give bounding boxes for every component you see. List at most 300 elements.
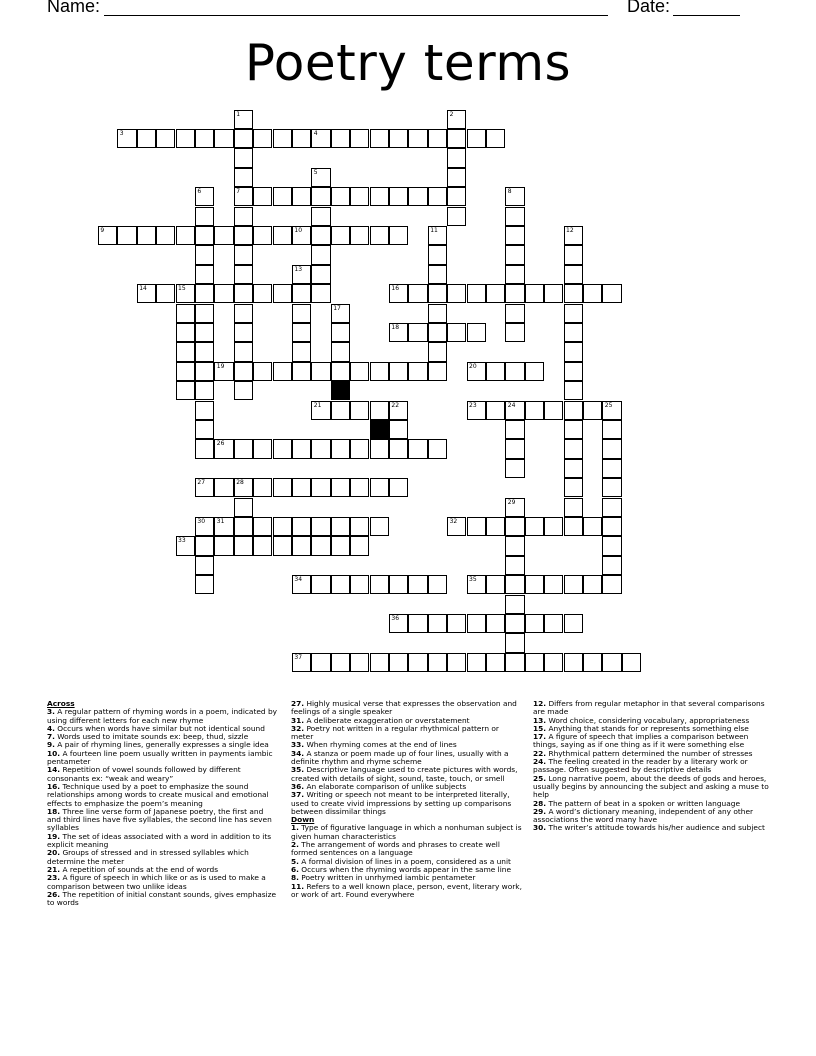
grid-cell[interactable]	[525, 575, 544, 594]
grid-cell[interactable]	[564, 653, 583, 672]
grid-cell[interactable]	[505, 323, 524, 342]
grid-cell[interactable]	[408, 284, 427, 303]
grid-cell[interactable]	[564, 284, 583, 303]
grid-cell[interactable]	[505, 653, 524, 672]
grid-cell[interactable]	[428, 187, 447, 206]
grid-cell[interactable]	[486, 284, 505, 303]
grid-cell[interactable]	[331, 517, 350, 536]
grid-cell[interactable]	[564, 342, 583, 361]
grid-cell[interactable]	[214, 362, 233, 381]
grid-cell[interactable]	[331, 536, 350, 555]
grid-cell[interactable]	[467, 323, 486, 342]
grid-cell[interactable]	[428, 575, 447, 594]
grid-cell[interactable]	[602, 401, 621, 420]
grid-cell[interactable]	[447, 168, 466, 187]
grid-cell[interactable]	[292, 575, 311, 594]
grid-cell[interactable]	[311, 478, 330, 497]
grid-cell[interactable]	[292, 323, 311, 342]
grid-cell[interactable]	[176, 536, 195, 555]
grid-cell[interactable]	[331, 226, 350, 245]
grid-cell[interactable]	[447, 207, 466, 226]
grid-cell[interactable]	[602, 536, 621, 555]
grid-cell[interactable]	[505, 401, 524, 420]
grid-cell[interactable]	[234, 245, 253, 264]
grid-cell[interactable]	[583, 284, 602, 303]
grid-cell[interactable]	[505, 595, 524, 614]
grid-cell[interactable]	[350, 129, 369, 148]
grid-cell[interactable]	[156, 129, 175, 148]
grid-cell[interactable]	[273, 362, 292, 381]
grid-cell[interactable]	[311, 653, 330, 672]
grid-cell[interactable]	[273, 536, 292, 555]
grid-cell[interactable]	[564, 226, 583, 245]
grid-cell[interactable]	[234, 110, 253, 129]
grid-cell[interactable]	[467, 362, 486, 381]
grid-cell[interactable]	[602, 653, 621, 672]
grid-cell[interactable]	[370, 653, 389, 672]
grid-cell[interactable]	[505, 459, 524, 478]
clue-text: Type of figurative language in which a nonhuman subject is given human characteristics	[291, 823, 522, 841]
grid-cell[interactable]	[350, 536, 369, 555]
grid-cell[interactable]	[234, 517, 253, 536]
grid-cell[interactable]	[389, 323, 408, 342]
grid-cell[interactable]	[583, 653, 602, 672]
grid-cell[interactable]	[564, 265, 583, 284]
grid-cell[interactable]	[234, 362, 253, 381]
grid-cell[interactable]	[253, 517, 272, 536]
grid-cell[interactable]	[331, 401, 350, 420]
grid-cell[interactable]	[467, 284, 486, 303]
grid-cell[interactable]	[370, 362, 389, 381]
grid-cell[interactable]	[176, 226, 195, 245]
grid-cell[interactable]	[602, 478, 621, 497]
grid-cell[interactable]	[234, 265, 253, 284]
grid-cell[interactable]	[505, 614, 524, 633]
grid-cell[interactable]	[564, 614, 583, 633]
grid-cell[interactable]	[273, 187, 292, 206]
grid-cell[interactable]	[195, 323, 214, 342]
clue-number: 18	[391, 324, 400, 332]
grid-cell[interactable]	[350, 478, 369, 497]
grid-cell[interactable]	[311, 168, 330, 187]
grid-cell[interactable]	[176, 381, 195, 400]
grid-cell[interactable]	[428, 362, 447, 381]
grid-cell[interactable]	[117, 129, 136, 148]
grid-cell[interactable]	[428, 129, 447, 148]
grid-cell[interactable]	[505, 362, 524, 381]
grid-cell[interactable]	[602, 556, 621, 575]
grid-cell[interactable]	[214, 226, 233, 245]
grid-cell[interactable]	[447, 653, 466, 672]
grid-cell[interactable]	[195, 342, 214, 361]
grid-cell[interactable]	[467, 401, 486, 420]
grid-cell[interactable]	[467, 129, 486, 148]
grid-cell[interactable]	[234, 187, 253, 206]
grid-cell[interactable]	[292, 284, 311, 303]
grid-cell[interactable]	[195, 284, 214, 303]
grid-cell[interactable]	[505, 498, 524, 517]
grid-cell[interactable]	[195, 381, 214, 400]
grid-cell[interactable]	[447, 187, 466, 206]
grid-cell[interactable]	[195, 362, 214, 381]
grid-cell[interactable]	[486, 362, 505, 381]
grid-cell[interactable]	[544, 401, 563, 420]
grid-cell[interactable]	[544, 614, 563, 633]
grid-cell[interactable]	[350, 226, 369, 245]
grid-cell[interactable]	[370, 129, 389, 148]
grid-cell[interactable]	[234, 439, 253, 458]
grid-cell[interactable]	[389, 439, 408, 458]
grid-cell[interactable]	[195, 478, 214, 497]
grid-cell[interactable]	[428, 265, 447, 284]
grid-cell[interactable]	[447, 323, 466, 342]
grid-cell[interactable]	[350, 187, 369, 206]
grid-cell[interactable]	[176, 284, 195, 303]
clue-text: Rhythmical pattern determined the number of stresses	[546, 748, 753, 758]
grid-cell[interactable]	[564, 478, 583, 497]
clue-item	[291, 750, 523, 767]
grid-cell[interactable]	[389, 226, 408, 245]
grid-cell[interactable]	[311, 439, 330, 458]
grid-cell[interactable]	[408, 323, 427, 342]
grid-cell[interactable]	[350, 517, 369, 536]
grid-cell[interactable]	[195, 575, 214, 594]
grid-cell[interactable]	[292, 653, 311, 672]
grid-cell[interactable]	[505, 226, 524, 245]
grid-cell[interactable]	[234, 304, 253, 323]
grid-cell[interactable]	[234, 498, 253, 517]
grid-cell[interactable]	[331, 323, 350, 342]
grid-cell[interactable]	[370, 187, 389, 206]
grid-cell[interactable]	[214, 129, 233, 148]
clue-number-label: 24.	[533, 757, 547, 767]
grid-cell[interactable]	[195, 517, 214, 536]
grid-cell[interactable]	[525, 653, 544, 672]
grid-cell[interactable]	[544, 284, 563, 303]
clue-number-label: 16.	[47, 781, 61, 791]
grid-cell[interactable]	[350, 575, 369, 594]
grid-cell[interactable]	[564, 304, 583, 323]
grid-cell[interactable]	[408, 575, 427, 594]
grid-cell[interactable]	[505, 245, 524, 264]
grid-cell[interactable]	[350, 653, 369, 672]
grid-cell[interactable]	[467, 653, 486, 672]
grid-cell[interactable]	[234, 168, 253, 187]
grid-cell[interactable]	[602, 517, 621, 536]
grid-cell[interactable]	[214, 536, 233, 555]
grid-cell[interactable]	[331, 342, 350, 361]
grid-cell[interactable]	[408, 439, 427, 458]
grid-cell[interactable]	[467, 575, 486, 594]
grid-cell[interactable]	[292, 362, 311, 381]
clue-number-label: 26.	[47, 889, 61, 899]
grid-cell[interactable]	[564, 245, 583, 264]
grid-cell[interactable]	[428, 653, 447, 672]
grid-cell[interactable]	[311, 187, 330, 206]
grid-cell[interactable]	[117, 226, 136, 245]
grid-cell[interactable]	[195, 226, 214, 245]
clue-text: The writer’s attitude towards his/her audience and subject	[546, 823, 765, 833]
grid-cell[interactable]	[389, 614, 408, 633]
grid-cell[interactable]	[583, 401, 602, 420]
clue-number-label: 7.	[47, 732, 55, 742]
clue-number: 20	[469, 362, 477, 370]
grid-cell[interactable]	[331, 575, 350, 594]
grid-cell[interactable]	[486, 575, 505, 594]
grid-cell[interactable]	[564, 517, 583, 536]
grid-cell[interactable]	[602, 575, 621, 594]
grid-cell[interactable]	[253, 362, 272, 381]
grid-cell[interactable]	[583, 517, 602, 536]
grid-cell[interactable]	[428, 304, 447, 323]
grid-cell[interactable]	[505, 187, 524, 206]
grid-cell[interactable]	[176, 362, 195, 381]
grid-cell[interactable]	[486, 517, 505, 536]
grid-cell[interactable]	[292, 517, 311, 536]
grid-cell[interactable]	[564, 459, 583, 478]
grid-cell[interactable]	[505, 284, 524, 303]
grid-cell[interactable]	[408, 187, 427, 206]
grid-cell[interactable]	[467, 517, 486, 536]
grid-cell[interactable]	[195, 556, 214, 575]
grid-cell[interactable]	[195, 401, 214, 420]
grid-cell[interactable]	[273, 226, 292, 245]
grid-cell[interactable]	[602, 498, 621, 517]
grid-cell[interactable]	[428, 614, 447, 633]
clue-number-label: 12.	[533, 699, 547, 708]
grid-cell[interactable]	[564, 498, 583, 517]
grid-cell[interactable]	[234, 284, 253, 303]
grid-cell[interactable]	[331, 129, 350, 148]
grid-cell[interactable]	[214, 284, 233, 303]
grid-cell[interactable]	[564, 420, 583, 439]
grid-cell[interactable]	[525, 517, 544, 536]
grid-cell[interactable]	[195, 420, 214, 439]
grid-cell[interactable]	[389, 129, 408, 148]
grid-cell[interactable]	[408, 129, 427, 148]
grid-cell[interactable]	[195, 245, 214, 264]
grid-cell[interactable]	[467, 614, 486, 633]
grid-cell[interactable]	[292, 342, 311, 361]
grid-cell[interactable]	[273, 284, 292, 303]
grid-cell[interactable]	[370, 226, 389, 245]
grid-cell[interactable]	[253, 478, 272, 497]
grid-cell[interactable]	[311, 245, 330, 264]
grid-cell[interactable]	[564, 323, 583, 342]
grid-cell[interactable]	[544, 575, 563, 594]
grid-cell[interactable]	[622, 653, 641, 672]
grid-cell[interactable]	[253, 439, 272, 458]
grid-cell[interactable]	[292, 304, 311, 323]
grid-cell[interactable]	[389, 401, 408, 420]
grid-cell[interactable]	[389, 284, 408, 303]
grid-cell[interactable]	[311, 401, 330, 420]
clue-text: The feeling created in the reader by a literary work or passage. Often suggested by descriptive details	[533, 757, 748, 775]
grid-cell[interactable]	[389, 420, 408, 439]
grid-cell[interactable]	[447, 284, 466, 303]
grid-cell[interactable]	[331, 304, 350, 323]
grid-cell[interactable]	[156, 226, 175, 245]
grid-cell[interactable]	[234, 536, 253, 555]
grid-cell[interactable]	[408, 653, 427, 672]
grid-cell[interactable]	[292, 536, 311, 555]
grid-cell[interactable]	[564, 362, 583, 381]
grid-cell[interactable]	[292, 226, 311, 245]
grid-cell[interactable]	[273, 478, 292, 497]
grid-cell[interactable]	[389, 362, 408, 381]
grid-cell[interactable]	[408, 362, 427, 381]
grid-cell[interactable]	[311, 362, 330, 381]
grid-cell[interactable]	[602, 420, 621, 439]
grid-cell[interactable]	[176, 304, 195, 323]
grid-cell[interactable]	[602, 459, 621, 478]
grid-cell[interactable]	[505, 517, 524, 536]
grid-cell[interactable]	[195, 536, 214, 555]
grid-cell[interactable]	[602, 439, 621, 458]
grid-cell[interactable]	[486, 614, 505, 633]
grid-cell[interactable]	[428, 323, 447, 342]
grid-cell[interactable]	[214, 478, 233, 497]
grid-cell[interactable]	[137, 129, 156, 148]
grid-cell[interactable]	[486, 401, 505, 420]
grid-cell[interactable]	[292, 439, 311, 458]
grid-cell[interactable]	[292, 129, 311, 148]
grid-cell[interactable]	[564, 575, 583, 594]
grid-cell[interactable]	[428, 226, 447, 245]
grid-cell[interactable]	[564, 401, 583, 420]
grid-cell[interactable]	[370, 478, 389, 497]
grid-cell[interactable]	[544, 517, 563, 536]
grid-cell[interactable]	[505, 575, 524, 594]
grid-cell[interactable]	[195, 304, 214, 323]
grid-cell[interactable]	[564, 439, 583, 458]
grid-cell[interactable]	[331, 362, 350, 381]
grid-cell[interactable]	[447, 129, 466, 148]
grid-cell[interactable]	[525, 614, 544, 633]
grid-cell[interactable]	[311, 129, 330, 148]
grid-cell[interactable]	[564, 381, 583, 400]
grid-cell[interactable]	[428, 439, 447, 458]
grid-cell[interactable]	[505, 556, 524, 575]
grid-cell[interactable]	[350, 401, 369, 420]
grid-cell[interactable]	[370, 401, 389, 420]
grid-cell[interactable]	[234, 478, 253, 497]
grid-cell[interactable]	[428, 245, 447, 264]
grid-cell[interactable]	[486, 653, 505, 672]
grid-cell[interactable]	[156, 284, 175, 303]
grid-cell[interactable]	[544, 653, 563, 672]
grid-cell[interactable]	[428, 284, 447, 303]
grid-cell[interactable]	[195, 439, 214, 458]
clue-text: Word choice, considering vocabulary, appropriateness	[546, 715, 750, 725]
grid-cell[interactable]	[428, 342, 447, 361]
grid-cell[interactable]	[234, 207, 253, 226]
grid-cell[interactable]	[214, 439, 233, 458]
grid-cell[interactable]	[292, 265, 311, 284]
grid-cell[interactable]	[350, 439, 369, 458]
grid-cell[interactable]	[253, 536, 272, 555]
grid-cell[interactable]	[273, 129, 292, 148]
grid-cell[interactable]	[253, 129, 272, 148]
grid-cell[interactable]	[311, 265, 330, 284]
grid-cell[interactable]	[234, 381, 253, 400]
grid-cell[interactable]	[311, 517, 330, 536]
grid-cell[interactable]	[331, 439, 350, 458]
grid-cell[interactable]	[234, 129, 253, 148]
grid-cell[interactable]	[370, 517, 389, 536]
grid-cell[interactable]	[253, 284, 272, 303]
grid-cell[interactable]	[505, 207, 524, 226]
grid-cell[interactable]	[311, 575, 330, 594]
grid-cell[interactable]	[505, 265, 524, 284]
grid-cell[interactable]	[273, 439, 292, 458]
grid-cell[interactable]	[195, 207, 214, 226]
grid-cell[interactable]	[195, 187, 214, 206]
grid-cell[interactable]	[447, 517, 466, 536]
grid-cell[interactable]	[389, 187, 408, 206]
grid-cell[interactable]	[311, 207, 330, 226]
grid-cell[interactable]	[311, 284, 330, 303]
grid-cell[interactable]	[370, 575, 389, 594]
grid-cell[interactable]	[370, 439, 389, 458]
grid-cell[interactable]	[408, 614, 427, 633]
grid-cell[interactable]	[98, 226, 117, 245]
grid-cell[interactable]	[447, 614, 466, 633]
grid-cell[interactable]	[273, 517, 292, 536]
grid-cell[interactable]	[137, 226, 156, 245]
grid-cell[interactable]	[137, 284, 156, 303]
grid-cell[interactable]	[331, 478, 350, 497]
grid-cell[interactable]	[176, 323, 195, 342]
grid-cell[interactable]	[292, 187, 311, 206]
grid-cell[interactable]	[505, 304, 524, 323]
grid-cell[interactable]	[447, 110, 466, 129]
grid-cell[interactable]	[505, 536, 524, 555]
grid-cell[interactable]	[525, 401, 544, 420]
grid-cell[interactable]	[505, 420, 524, 439]
grid-cell[interactable]	[389, 478, 408, 497]
grid-cell[interactable]	[486, 129, 505, 148]
grid-cell[interactable]	[525, 362, 544, 381]
grid-cell[interactable]	[389, 653, 408, 672]
grid-cell[interactable]	[350, 362, 369, 381]
grid-cell[interactable]	[311, 536, 330, 555]
grid-cell[interactable]	[214, 517, 233, 536]
grid-cell[interactable]	[505, 633, 524, 652]
grid-cell[interactable]	[253, 226, 272, 245]
grid-cell[interactable]	[176, 342, 195, 361]
clue-text: Repetition of vowel sounds followed by different consonants ex: “weak and weary”	[47, 765, 241, 783]
grid-cell[interactable]	[505, 439, 524, 458]
grid-cell[interactable]	[331, 653, 350, 672]
grid-cell[interactable]	[176, 129, 195, 148]
grid-cell[interactable]	[253, 187, 272, 206]
grid-cell[interactable]	[234, 323, 253, 342]
grid-cell[interactable]	[583, 575, 602, 594]
grid-cell[interactable]	[331, 187, 350, 206]
grid-cell[interactable]	[525, 284, 544, 303]
grid-cell[interactable]	[311, 226, 330, 245]
grid-cell[interactable]	[234, 148, 253, 167]
grid-cell[interactable]	[195, 129, 214, 148]
grid-cell[interactable]	[234, 226, 253, 245]
grid-cell[interactable]	[292, 478, 311, 497]
grid-cell[interactable]	[602, 284, 621, 303]
grid-cell[interactable]	[234, 342, 253, 361]
grid-cell[interactable]	[389, 575, 408, 594]
grid-cell[interactable]	[447, 148, 466, 167]
grid-cell[interactable]	[195, 265, 214, 284]
